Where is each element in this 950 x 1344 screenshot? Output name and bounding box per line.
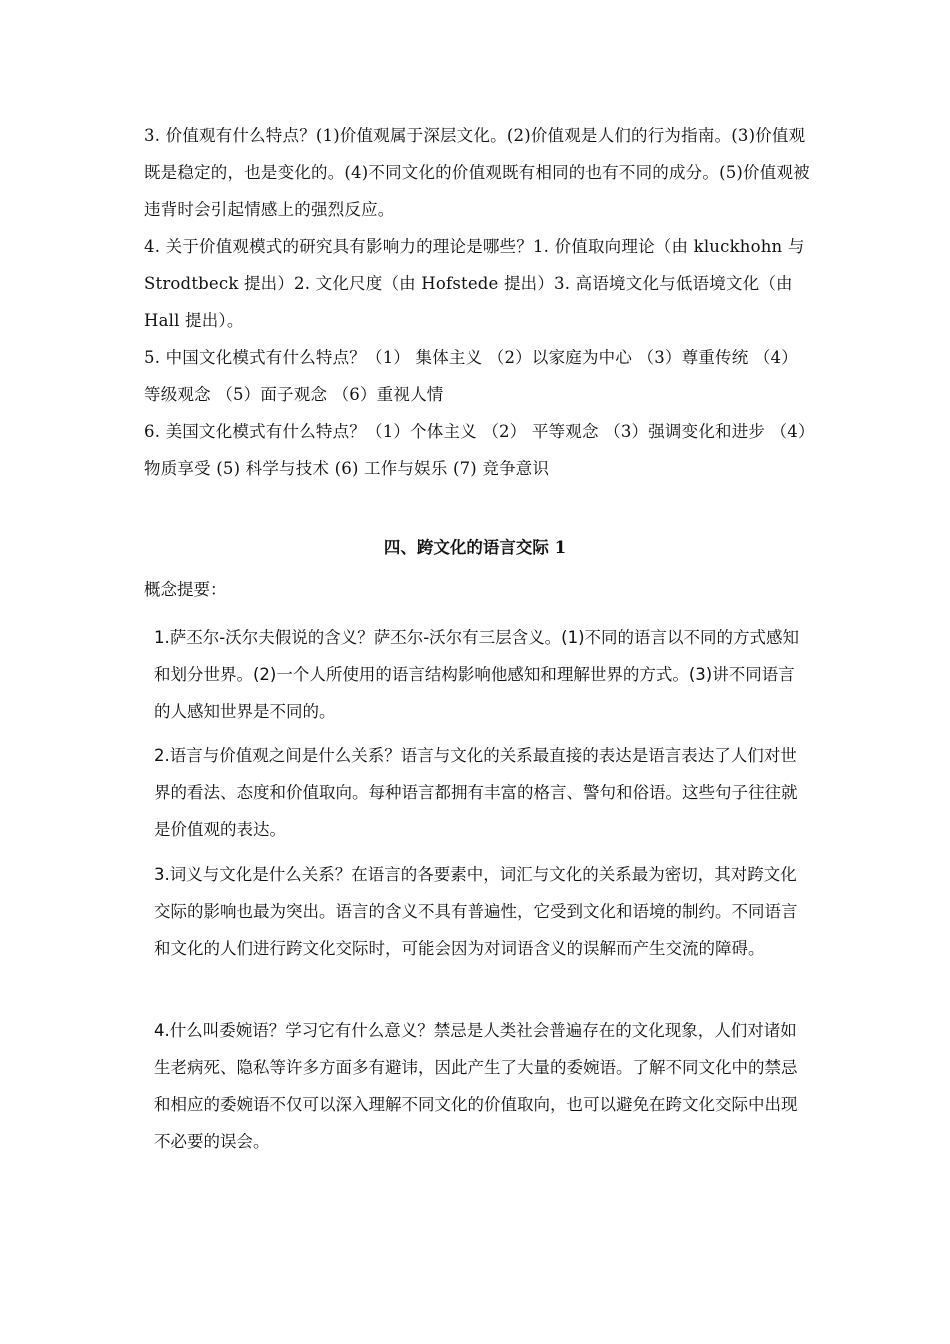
concept-language-values: 2.语言与价值观之间是什么关系？语言与文化的关系最直接的表达是语言表达了人们对世界的看法、态度和价值取向。每种语言都拥有丰富的格言、警句和俗语。这些句子往往就是价值观的表达。 <box>154 746 798 839</box>
section-heading: 四、跨文化的语言交际 1 <box>383 538 567 557</box>
question-value-pattern-theories: 4. 关于价值观模式的研究具有影响力的理论是哪些？1. 价值取向理论（由 kluckhohn 与 Strodtbeck 提出）2. 文化尺度（由 Hofstede 提出）3. 高语境文化与低语境文化（由 Hall 提出）。 <box>144 237 805 330</box>
value-questions-block <box>144 117 810 487</box>
question-chinese-culture-pattern: 5. 中国文化模式有什么特点？（1） 集体主义 （2）以家庭为中心 （3）尊重传统 （4）等级观念 （5）面子观念 （6）重视人情 <box>144 348 798 404</box>
section-subheading: 概念提要： <box>144 580 227 599</box>
question-american-culture-pattern: 6. 美国文化模式有什么特点？（1）个体主义 （2） 平等观念 （3）强调变化和进步 （4）物质享受 (5) 科学与技术 (6) 工作与娱乐 (7) 竞争意识 <box>144 422 807 478</box>
question-value-characteristics: 3. 价值观有什么特点？(1)价值观属于深层文化。(2)价值观是人们的行为指南。(3)价值观既是稳定的，也是变化的。(4)不同文化的价值观既有相同的也有不同的成分。(5)价值观被违背时会引起情感上的强烈反应。 <box>144 126 810 219</box>
concept-sapir-whorf: 1.萨丕尔-沃尔夫假说的含义？萨丕尔-沃尔有三层含义。(1)不同的语言以不同的方式感知和划分世界。(2)一个人所使用的语言结构影响他感知和理解世界的方式。(3)讲不同语言的人感知世界是不同的。 <box>154 628 800 721</box>
concept-euphemism: 4.什么叫委婉语？学习它有什么意义？禁忌是人类社会普遍存在的文化现象，人们对诸如生老病死、隐私等许多方面多有避讳，因此产生了大量的委婉语。了解不同文化中的禁忌和相应的委婉语不仅可以深入理解不同文化的价值取向，也可以避免在跨文化交际中出现不必要的误会。 <box>154 1021 798 1151</box>
concept-word-meaning-culture: 3.词义与文化是什么关系？在语言的各要素中，词汇与文化的关系最为密切，其对跨文化交际的影响也最为突出。语言的含义不具有普遍性，它受到文化和语境的制约。不同语言和文化的人们进行跨文化交际时，可能会因为对词语含义的误解而产生交流的障碍。 <box>154 865 798 958</box>
